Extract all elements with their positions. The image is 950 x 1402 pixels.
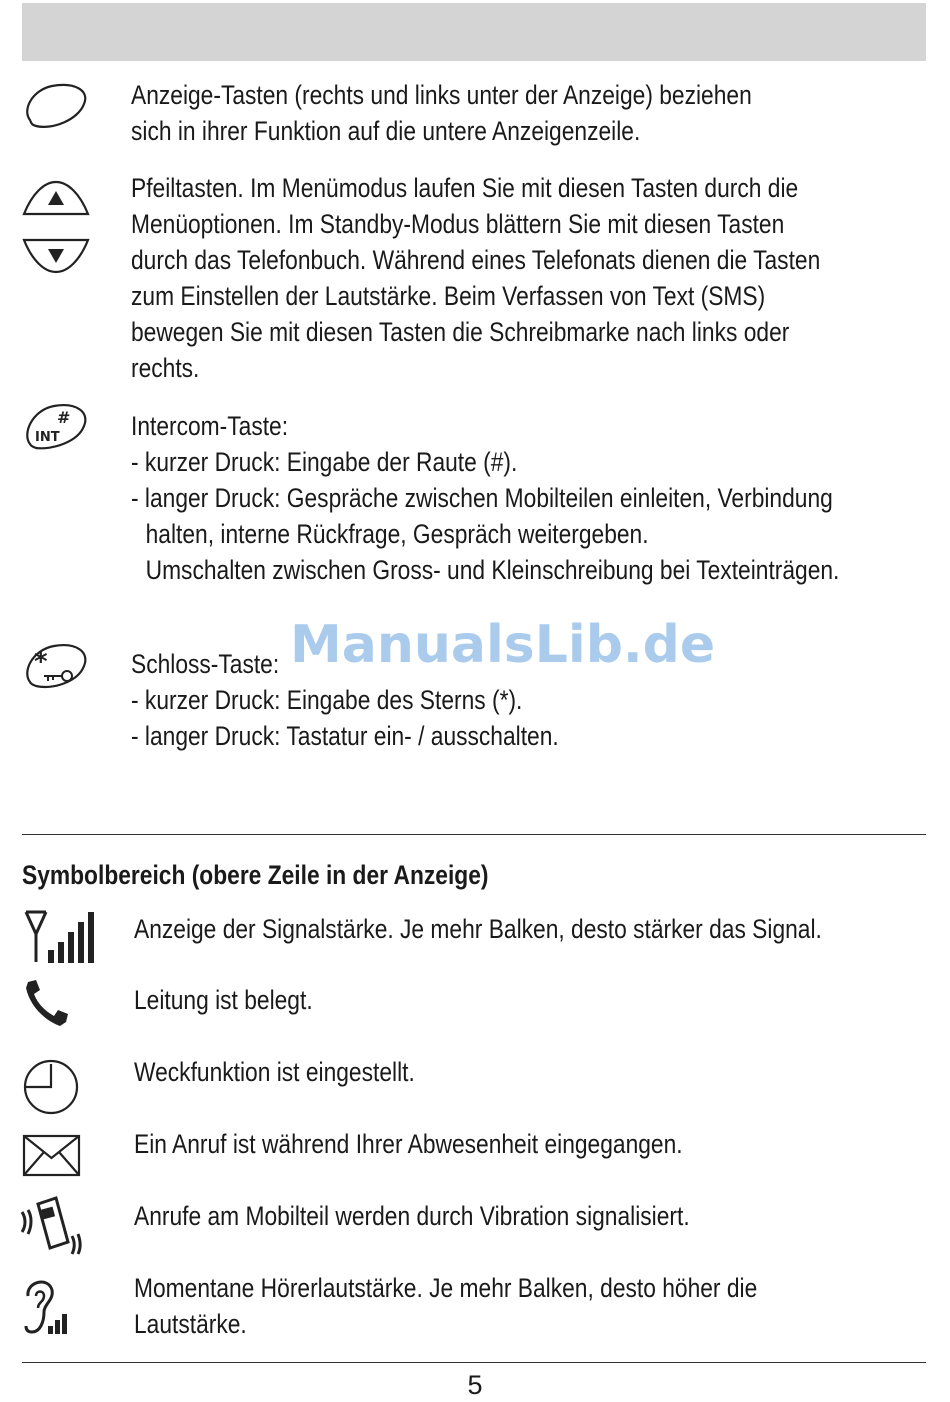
intercom-key-icon: [22, 400, 90, 452]
arrow-up-key-icon: [22, 178, 90, 218]
intercom-int-label: INT: [35, 430, 60, 445]
display-keys-description: Anzeige-Tasten (rechts und links unter der Anzeige) beziehen sich in ihrer Funktion auf die untere Anzeigenzeile.: [131, 80, 752, 146]
intercom-title: Intercom-Taste:: [131, 411, 289, 441]
lock-star-glyph: *: [34, 647, 48, 677]
section-divider: [22, 834, 926, 835]
signal-description: Anzeige der Signalstärke. Je mehr Balken, desto stärker das Signal.: [134, 914, 822, 944]
signal-strength-icon: [24, 910, 96, 966]
missed-call-description: Ein Anruf ist während Ihrer Abwesenheit eingegangen.: [134, 1129, 683, 1159]
alarm-description: Weckfunktion ist eingestellt.: [134, 1057, 415, 1087]
intercom-hash-glyph: #: [57, 408, 71, 427]
arrow-keys-description: Pfeiltasten. Im Menümodus laufen Sie mit diesen Tasten durch die Menüoptionen. Im Standby-Modus blättern Sie mit diesen Tasten durch das Telefonbuch. Während eines Telefonats dienen die Tasten zum Einstellen der Lautstärke. Beim Verfassen von Text (SMS) bewegen Sie mit diesen Tasten die Schreibmarke nach links oder rechts.: [131, 173, 821, 383]
line-busy-description: Leitung ist belegt.: [134, 985, 313, 1015]
header-band: [22, 3, 926, 61]
lock-title: Schloss-Taste:: [131, 649, 280, 679]
ear-volume-icon: [22, 1274, 72, 1338]
envelope-icon: [22, 1134, 82, 1178]
watermark: ManualsLib.de: [290, 615, 716, 675]
symbol-area-heading: Symbolbereich (obere Zeile in der Anzeige): [22, 860, 489, 890]
clock-icon: [22, 1058, 80, 1116]
lock-key-description: Schloss-Taste: - kurzer Druck: Eingabe des Sterns (*). - langer Druck: Tastatur ein- / ausschalten.: [131, 646, 559, 754]
vibration-description: Anrufe am Mobilteil werden durch Vibration signalisiert.: [134, 1201, 690, 1231]
arrow-down-key-icon: [22, 236, 90, 276]
phone-handset-icon: [22, 978, 72, 1028]
page-number: 5: [467, 1370, 483, 1400]
lock-key-icon: [22, 640, 90, 692]
volume-description: Momentane Hörerlautstärke. Je mehr Balken, desto höher die Lautstärke.: [134, 1273, 758, 1339]
intercom-key-description: Intercom-Taste: - kurzer Druck: Eingabe der Raute (#). - langer Druck: Gespräche zwischen Mobilteilen einleiten, Verbindung halten, interne Rückfrage, Gespräch weitergeben. Umschalten zwischen Gross- und Kleinschreibung bei Texteinträgen.: [131, 408, 839, 588]
vibration-icon: [20, 1196, 84, 1256]
display-key-icon: [22, 80, 90, 132]
footer-divider: [22, 1362, 926, 1363]
